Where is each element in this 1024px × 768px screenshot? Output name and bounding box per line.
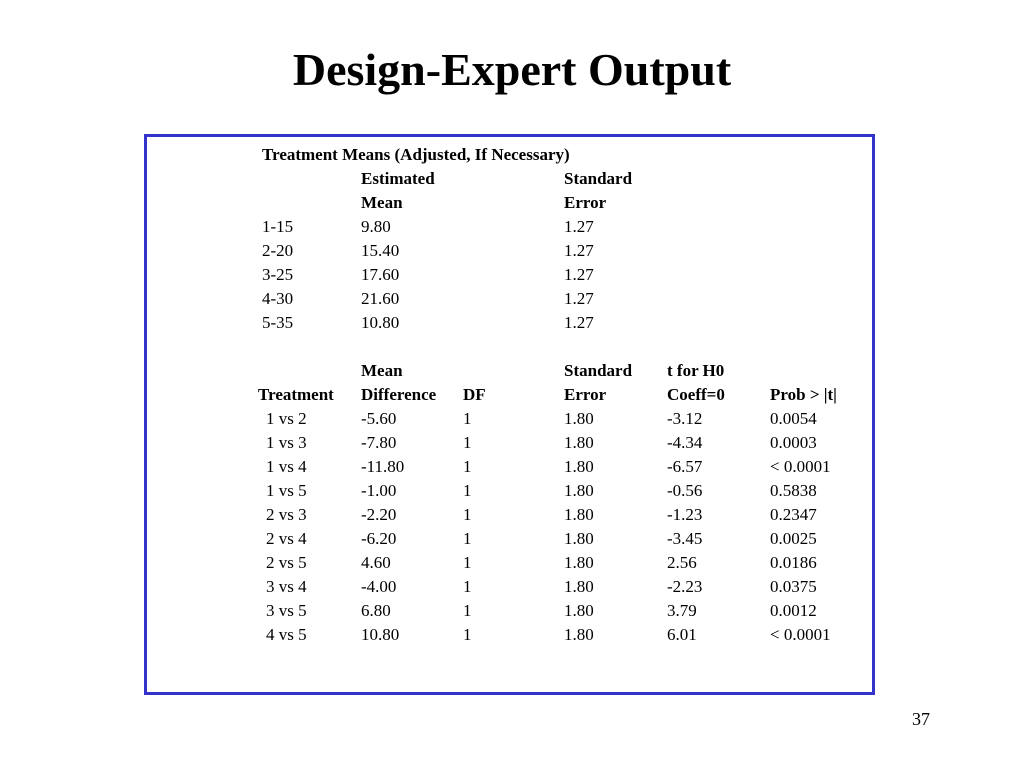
comp-row-stderr: 1.80	[564, 481, 594, 500]
means-row-treatment: 1-15	[262, 217, 294, 236]
means-row-treatment: 3-25	[262, 265, 294, 284]
comp-header-error: Error	[564, 385, 607, 404]
comp-row-diff: -4.00	[361, 577, 397, 596]
comp-row-df: 1	[463, 601, 472, 620]
comp-row-diff: -11.80	[361, 457, 405, 476]
comp-row-df: 1	[463, 529, 472, 548]
comp-row-df: 1	[463, 625, 472, 644]
comp-row-prob: 0.0375	[770, 577, 817, 596]
comp-row-stderr: 1.80	[564, 553, 594, 572]
comp-header-treatment: Treatment	[258, 385, 334, 404]
comp-row-prob: < 0.0001	[770, 457, 831, 476]
comp-row-pair: 2 vs 4	[266, 529, 307, 548]
comp-row-df: 1	[463, 433, 472, 452]
comp-header-prob: Prob > |t|	[770, 385, 837, 404]
comp-row-df: 1	[463, 505, 472, 524]
means-row-mean: 15.40	[361, 241, 400, 260]
comp-row-prob: 0.0186	[770, 553, 817, 572]
comp-row-pair: 1 vs 5	[266, 481, 307, 500]
means-row-stderr: 1.27	[564, 265, 594, 284]
comp-row-t: -4.34	[667, 433, 703, 452]
comp-header-coeff: Coeff=0	[667, 385, 725, 404]
comp-row-diff: -7.80	[361, 433, 397, 452]
comp-row-prob: 0.2347	[770, 505, 817, 524]
comp-row-stderr: 1.80	[564, 505, 594, 524]
comp-row-prob: < 0.0001	[770, 625, 831, 644]
comp-row-df: 1	[463, 409, 472, 428]
comp-row-pair: 4 vs 5	[266, 625, 307, 644]
comp-row-df: 1	[463, 457, 472, 476]
comp-row-pair: 1 vs 3	[266, 433, 307, 452]
comp-row-diff: -5.60	[361, 409, 397, 428]
means-row-stderr: 1.27	[564, 289, 594, 308]
comp-row-diff: 4.60	[361, 553, 391, 572]
comp-row-prob: 0.0003	[770, 433, 817, 452]
means-row-stderr: 1.27	[564, 217, 594, 236]
comp-row-pair: 3 vs 4	[266, 577, 307, 596]
comp-row-diff: 10.80	[361, 625, 400, 644]
comp-header-mean: Mean	[361, 361, 403, 380]
comp-header-df: DF	[463, 385, 486, 404]
comp-row-df: 1	[463, 553, 472, 572]
comp-row-prob: 0.0054	[770, 409, 817, 428]
comp-row-t: -3.12	[667, 409, 703, 428]
comp-row-pair: 1 vs 4	[266, 457, 307, 476]
means-header-standard: Standard	[564, 169, 633, 188]
means-row-stderr: 1.27	[564, 313, 594, 332]
comp-row-t: -3.45	[667, 529, 703, 548]
comp-row-stderr: 1.80	[564, 601, 594, 620]
means-heading: Treatment Means (Adjusted, If Necessary)	[262, 145, 570, 164]
comp-header-tforh0: t for H0	[667, 361, 725, 380]
comp-header-standard: Standard	[564, 361, 633, 380]
means-row-treatment: 2-20	[262, 241, 294, 260]
comp-row-diff: -2.20	[361, 505, 397, 524]
comp-row-prob: 0.5838	[770, 481, 817, 500]
means-row-treatment: 4-30	[262, 289, 294, 308]
comp-row-t: -0.56	[667, 481, 703, 500]
comp-row-t: 3.79	[667, 601, 697, 620]
means-row-treatment: 5-35	[262, 313, 294, 332]
comp-row-prob: 0.0025	[770, 529, 817, 548]
comp-row-pair: 3 vs 5	[266, 601, 307, 620]
comp-row-stderr: 1.80	[564, 529, 594, 548]
means-header-error: Error	[564, 193, 607, 212]
means-row-mean: 9.80	[361, 217, 391, 236]
slide-title: Design-Expert Output	[292, 44, 732, 95]
comp-row-pair: 2 vs 3	[266, 505, 307, 524]
comp-row-df: 1	[463, 577, 472, 596]
comp-row-diff: 6.80	[361, 601, 391, 620]
comp-row-df: 1	[463, 481, 472, 500]
comp-row-pair: 2 vs 5	[266, 553, 307, 572]
comp-row-stderr: 1.80	[564, 409, 594, 428]
comp-row-t: 2.56	[667, 553, 697, 572]
comp-row-t: -2.23	[667, 577, 703, 596]
page-number: 37	[912, 709, 930, 729]
comp-row-stderr: 1.80	[564, 457, 594, 476]
comp-header-difference: Difference	[361, 385, 437, 404]
means-header-mean: Mean	[361, 193, 403, 212]
means-row-mean: 21.60	[361, 289, 400, 308]
comp-row-t: -1.23	[667, 505, 703, 524]
output-panel	[144, 134, 875, 695]
comp-row-t: 6.01	[667, 625, 697, 644]
means-row-stderr: 1.27	[564, 241, 594, 260]
comp-row-stderr: 1.80	[564, 433, 594, 452]
means-row-mean: 17.60	[361, 265, 400, 284]
means-header-estimated: Estimated	[361, 169, 435, 188]
comp-row-t: -6.57	[667, 457, 703, 476]
comp-row-prob: 0.0012	[770, 601, 817, 620]
comp-row-diff: -1.00	[361, 481, 397, 500]
comp-row-diff: -6.20	[361, 529, 397, 548]
means-row-mean: 10.80	[361, 313, 400, 332]
comp-row-pair: 1 vs 2	[266, 409, 307, 428]
comp-row-stderr: 1.80	[564, 625, 594, 644]
comp-row-stderr: 1.80	[564, 577, 594, 596]
